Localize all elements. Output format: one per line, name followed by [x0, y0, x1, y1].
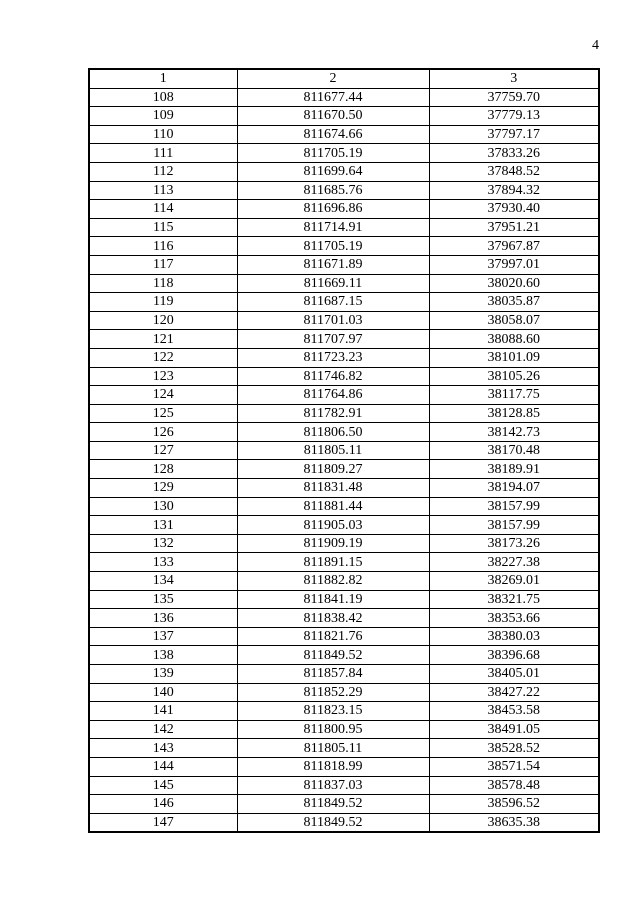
table-row: [89, 479, 599, 498]
x-coordinate-cell: 811687.15: [237, 293, 429, 312]
x-coordinate-cell: 811677.44: [237, 88, 429, 107]
point-number-cell: 118: [89, 274, 237, 293]
x-coordinate-cell: 811800.95: [237, 720, 429, 739]
point-number-cell: 114: [89, 200, 237, 219]
table-row: [89, 553, 599, 572]
y-coordinate-cell: 38380.03: [429, 627, 599, 646]
y-coordinate-cell: 37930.40: [429, 200, 599, 219]
point-number-cell: 136: [89, 609, 237, 628]
point-number-cell: 116: [89, 237, 237, 256]
y-coordinate-cell: 37848.52: [429, 162, 599, 181]
point-number-cell: 123: [89, 367, 237, 386]
y-coordinate-cell: 38101.09: [429, 348, 599, 367]
y-coordinate-cell: 38227.38: [429, 553, 599, 572]
y-coordinate-cell: 38170.48: [429, 441, 599, 460]
point-number-cell: 135: [89, 590, 237, 609]
point-number-cell: 122: [89, 348, 237, 367]
point-number-cell: 127: [89, 441, 237, 460]
y-coordinate-cell: 37967.87: [429, 237, 599, 256]
x-coordinate-cell: 811823.15: [237, 702, 429, 721]
point-number-cell: 109: [89, 107, 237, 126]
point-number-cell: 133: [89, 553, 237, 572]
x-coordinate-cell: 811707.97: [237, 330, 429, 349]
y-coordinate-cell: 38405.01: [429, 665, 599, 684]
x-coordinate-cell: 811905.03: [237, 516, 429, 535]
x-coordinate-cell: 811806.50: [237, 423, 429, 442]
point-number-cell: 126: [89, 423, 237, 442]
y-coordinate-cell: 38269.01: [429, 572, 599, 591]
table-row: [89, 627, 599, 646]
y-coordinate-cell: 38353.66: [429, 609, 599, 628]
y-coordinate-cell: 37759.70: [429, 88, 599, 107]
y-coordinate-cell: 38128.85: [429, 404, 599, 423]
x-coordinate-cell: 811764.86: [237, 386, 429, 405]
column-header: 3: [429, 69, 599, 88]
x-coordinate-cell: 811849.52: [237, 813, 429, 832]
x-coordinate-cell: 811669.11: [237, 274, 429, 293]
y-coordinate-cell: 38035.87: [429, 293, 599, 312]
y-coordinate-cell: 38058.07: [429, 311, 599, 330]
table-row: [89, 646, 599, 665]
table-row: [89, 88, 599, 107]
table-row: [89, 200, 599, 219]
y-coordinate-cell: 38189.91: [429, 460, 599, 479]
point-number-cell: 132: [89, 534, 237, 553]
point-number-cell: 110: [89, 125, 237, 144]
point-number-cell: 147: [89, 813, 237, 832]
y-coordinate-cell: 38117.75: [429, 386, 599, 405]
point-number-cell: 124: [89, 386, 237, 405]
table-row: [89, 572, 599, 591]
x-coordinate-cell: 811849.52: [237, 646, 429, 665]
table-row: [89, 218, 599, 237]
point-number-cell: 121: [89, 330, 237, 349]
y-coordinate-cell: 38528.52: [429, 739, 599, 758]
x-coordinate-cell: 811723.23: [237, 348, 429, 367]
table-row: [89, 776, 599, 795]
x-coordinate-cell: 811671.89: [237, 255, 429, 274]
column-header: 1: [89, 69, 237, 88]
x-coordinate-cell: 811881.44: [237, 497, 429, 516]
table-row: [89, 441, 599, 460]
table-row: [89, 367, 599, 386]
table-row: [89, 813, 599, 832]
table-row: [89, 683, 599, 702]
point-number-cell: 117: [89, 255, 237, 274]
table-body: [89, 88, 599, 832]
point-number-cell: 119: [89, 293, 237, 312]
table-row: [89, 125, 599, 144]
x-coordinate-cell: 811837.03: [237, 776, 429, 795]
table-row: [89, 590, 599, 609]
table-row: [89, 423, 599, 442]
y-coordinate-cell: 38453.58: [429, 702, 599, 721]
point-number-cell: 145: [89, 776, 237, 795]
table-row: [89, 237, 599, 256]
y-coordinate-cell: 37951.21: [429, 218, 599, 237]
x-coordinate-cell: 811782.91: [237, 404, 429, 423]
table-row: [89, 702, 599, 721]
point-number-cell: 138: [89, 646, 237, 665]
point-number-cell: 128: [89, 460, 237, 479]
point-number-cell: 129: [89, 479, 237, 498]
point-number-cell: 130: [89, 497, 237, 516]
table-row: [89, 534, 599, 553]
point-number-cell: 141: [89, 702, 237, 721]
y-coordinate-cell: 37779.13: [429, 107, 599, 126]
table-row: [89, 386, 599, 405]
point-number-cell: 142: [89, 720, 237, 739]
point-number-cell: 137: [89, 627, 237, 646]
y-coordinate-cell: 38396.68: [429, 646, 599, 665]
x-coordinate-cell: 811831.48: [237, 479, 429, 498]
point-number-cell: 146: [89, 795, 237, 814]
point-number-cell: 143: [89, 739, 237, 758]
y-coordinate-cell: 38596.52: [429, 795, 599, 814]
table-row: [89, 757, 599, 776]
x-coordinate-cell: 811821.76: [237, 627, 429, 646]
y-coordinate-cell: 38194.07: [429, 479, 599, 498]
x-coordinate-cell: 811909.19: [237, 534, 429, 553]
y-coordinate-cell: 38635.38: [429, 813, 599, 832]
table-header-row: [89, 69, 599, 88]
y-coordinate-cell: 37997.01: [429, 255, 599, 274]
point-number-cell: 131: [89, 516, 237, 535]
x-coordinate-cell: 811841.19: [237, 590, 429, 609]
x-coordinate-cell: 811882.82: [237, 572, 429, 591]
point-number-cell: 125: [89, 404, 237, 423]
x-coordinate-cell: 811685.76: [237, 181, 429, 200]
table-row: [89, 348, 599, 367]
x-coordinate-cell: 811809.27: [237, 460, 429, 479]
point-number-cell: 115: [89, 218, 237, 237]
x-coordinate-cell: 811891.15: [237, 553, 429, 572]
point-number-cell: 113: [89, 181, 237, 200]
x-coordinate-cell: 811705.19: [237, 237, 429, 256]
x-coordinate-cell: 811852.29: [237, 683, 429, 702]
x-coordinate-cell: 811701.03: [237, 311, 429, 330]
y-coordinate-cell: 38142.73: [429, 423, 599, 442]
y-coordinate-cell: 38173.26: [429, 534, 599, 553]
table-row: [89, 516, 599, 535]
y-coordinate-cell: 37894.32: [429, 181, 599, 200]
x-coordinate-cell: 811746.82: [237, 367, 429, 386]
table-row: [89, 181, 599, 200]
table-row: [89, 609, 599, 628]
table-row: [89, 274, 599, 293]
table-row: [89, 144, 599, 163]
point-number-cell: 144: [89, 757, 237, 776]
table-row: [89, 497, 599, 516]
x-coordinate-cell: 811838.42: [237, 609, 429, 628]
table-row: [89, 293, 599, 312]
point-number-cell: 140: [89, 683, 237, 702]
y-coordinate-cell: 38491.05: [429, 720, 599, 739]
table-row: [89, 255, 599, 274]
x-coordinate-cell: 811805.11: [237, 441, 429, 460]
table-row: [89, 404, 599, 423]
table-row: [89, 107, 599, 126]
column-header: 2: [237, 69, 429, 88]
table-row: [89, 460, 599, 479]
y-coordinate-cell: 38088.60: [429, 330, 599, 349]
y-coordinate-cell: 38571.54: [429, 757, 599, 776]
point-number-cell: 112: [89, 162, 237, 181]
point-number-cell: 108: [89, 88, 237, 107]
y-coordinate-cell: 38321.75: [429, 590, 599, 609]
page-number: 4: [592, 38, 599, 53]
table-row: [89, 720, 599, 739]
table-row: [89, 795, 599, 814]
x-coordinate-cell: 811714.91: [237, 218, 429, 237]
x-coordinate-cell: 811857.84: [237, 665, 429, 684]
x-coordinate-cell: 811849.52: [237, 795, 429, 814]
y-coordinate-cell: 37833.26: [429, 144, 599, 163]
point-number-cell: 134: [89, 572, 237, 591]
y-coordinate-cell: 38105.26: [429, 367, 599, 386]
table-row: [89, 665, 599, 684]
x-coordinate-cell: 811674.66: [237, 125, 429, 144]
point-number-cell: 111: [89, 144, 237, 163]
y-coordinate-cell: 38157.99: [429, 497, 599, 516]
y-coordinate-cell: 38427.22: [429, 683, 599, 702]
point-number-cell: 120: [89, 311, 237, 330]
table-row: [89, 162, 599, 181]
table-row: [89, 739, 599, 758]
x-coordinate-cell: 811705.19: [237, 144, 429, 163]
y-coordinate-cell: 38157.99: [429, 516, 599, 535]
x-coordinate-cell: 811818.99: [237, 757, 429, 776]
table-row: [89, 311, 599, 330]
point-number-cell: 139: [89, 665, 237, 684]
x-coordinate-cell: 811696.86: [237, 200, 429, 219]
y-coordinate-cell: 38578.48: [429, 776, 599, 795]
x-coordinate-cell: 811670.50: [237, 107, 429, 126]
table-row: [89, 330, 599, 349]
x-coordinate-cell: 811805.11: [237, 739, 429, 758]
x-coordinate-cell: 811699.64: [237, 162, 429, 181]
coordinates-table: [88, 68, 600, 833]
y-coordinate-cell: 38020.60: [429, 274, 599, 293]
y-coordinate-cell: 37797.17: [429, 125, 599, 144]
